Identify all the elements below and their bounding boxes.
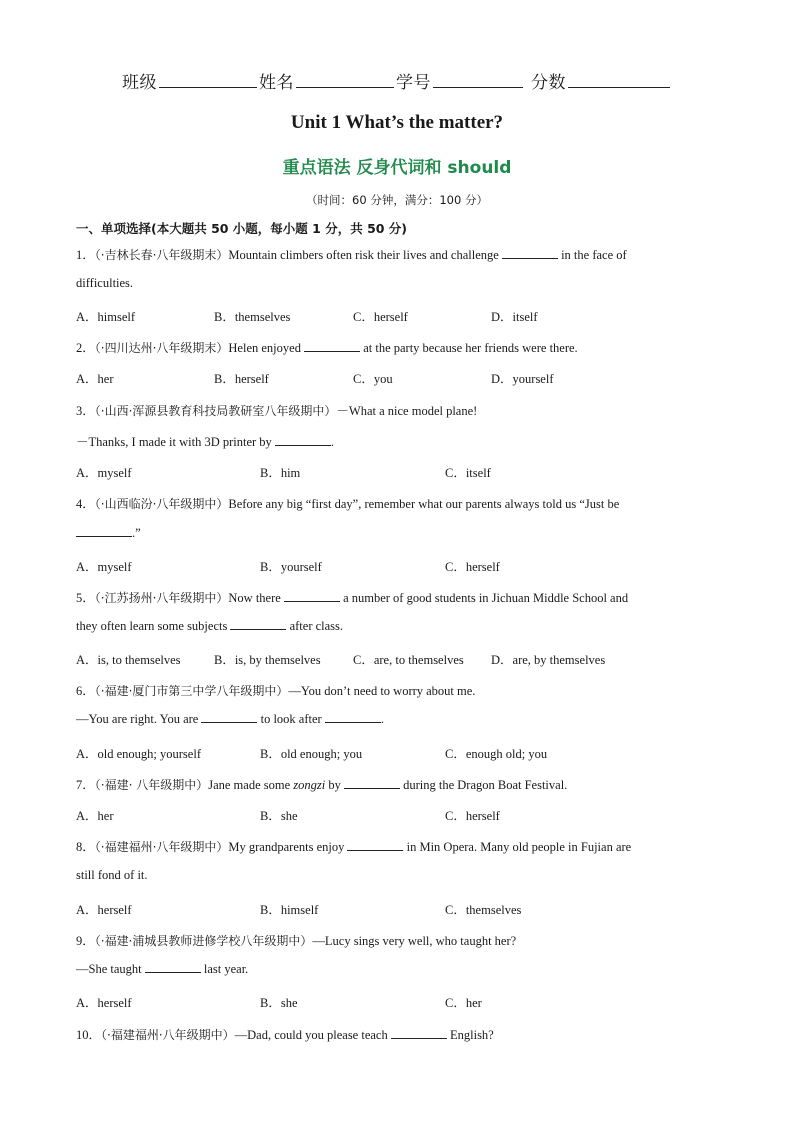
class-label: 班级 [122,73,158,93]
answer-blank[interactable] [275,435,331,446]
answer-blank[interactable] [230,619,286,630]
question-text: －Thanks, I made it with 3D printer by [76,435,272,449]
question-5 [76,588,628,606]
question-text: —You are right. You are [76,712,199,726]
question-text: .” [132,526,141,540]
option-b[interactable]: B．themselves [214,310,291,324]
page-subtitle: 重点语法 反身代词和 should [282,158,512,178]
answer-blank[interactable] [284,591,340,602]
answer-blank[interactable] [391,1028,447,1039]
answer-blank[interactable] [201,712,257,723]
answer-blank[interactable] [502,248,558,259]
question-source: （·江苏扬州·八年级期中） [94,591,229,605]
question-1-line-2: difficulties. [76,276,134,290]
question-text: by [328,778,341,792]
question-text: last year. [203,962,249,976]
option-c[interactable]: C．are, to themselves [353,653,464,667]
question-number: 1． [76,248,95,262]
option-a[interactable]: A．herself [76,903,132,917]
question-text: . [380,712,384,726]
question-text: —She taught [76,962,142,976]
answer-blank[interactable] [304,341,360,352]
option-c[interactable]: C．herself [445,809,500,823]
option-d[interactable]: D．are, by themselves [491,653,606,667]
question-10 [76,1025,494,1043]
question-3-line-2 [76,432,334,450]
question-source: （·山西·浑源县教育科技局教研室八年级期中） [94,404,337,418]
question-source: （·四川达州·八年级期末） [94,341,229,355]
question-text: in Min Opera. Many old people in Fujian are [406,840,632,854]
question-source: （·福建·浦城县教师进修学校八年级期中） [94,934,313,948]
question-7 [76,775,567,793]
question-text: to look after [260,712,322,726]
question-2 [76,338,578,356]
question-number: 6． [76,684,95,698]
option-c[interactable]: C．herself [353,310,408,324]
question-number: 8． [76,840,95,854]
question-text: －What a nice model plane! [336,404,478,418]
question-text: Jane made some [208,778,291,792]
option-a[interactable]: A．himself [76,310,136,324]
id-blank[interactable] [433,71,523,88]
option-a[interactable]: A．her [76,372,114,386]
question-text: Now there [228,591,281,605]
question-source: （·吉林长春·八年级期末） [94,248,229,262]
option-b[interactable]: B．herself [214,372,269,386]
question-number: 10． [76,1028,102,1042]
option-c[interactable]: C．her [445,996,482,1010]
option-b[interactable]: B．himself [260,903,319,917]
question-text: —Dad, could you please teach [234,1028,388,1042]
question-4-line-2 [76,526,141,541]
option-a[interactable]: A．is, to themselves [76,653,181,667]
question-number: 2． [76,341,95,355]
question-text: a number of good students in Jichuan Middle School and [343,591,629,605]
option-a[interactable]: A．herself [76,996,132,1010]
question-5-line-2 [76,619,343,634]
question-number: 9． [76,934,95,948]
option-a[interactable]: A．her [76,809,114,823]
answer-blank[interactable] [347,840,403,851]
question-6 [76,681,475,699]
option-d[interactable]: D．yourself [491,372,554,386]
option-b[interactable]: B．yourself [260,560,322,574]
question-text: . [330,435,335,449]
question-4 [76,494,619,512]
question-text: My grandparents enjoy [228,840,345,854]
class-blank[interactable] [159,71,257,88]
option-a[interactable]: A．myself [76,466,132,480]
question-6-line-2 [76,712,384,727]
question-text: —Lucy sings very well, who taught her? [312,934,517,948]
question-number: 3． [76,404,95,418]
option-b[interactable]: B．she [260,996,298,1010]
option-b[interactable]: B．is, by themselves [214,653,321,667]
question-number: 5． [76,591,95,605]
name-label: 姓名 [259,73,295,93]
question-text: Mountain climbers often risk their lives and challenge [228,248,499,262]
section-heading: 一、单项选择(本大题共 50 小题，每小题 1 分，共 50 分) [76,221,408,236]
question-text: —You don’t need to worry about me. [288,684,476,698]
question-3 [76,401,477,419]
question-8 [76,837,631,855]
option-b[interactable]: B．old enough; you [260,747,363,761]
question-text: Helen enjoyed [228,341,301,355]
question-9-line-2 [76,962,248,977]
answer-blank[interactable] [145,962,201,973]
answer-blank[interactable] [344,778,400,789]
question-source: （·福建福州·八年级期中） [101,1028,235,1042]
id-label: 学号 [396,73,432,93]
question-text: after class. [289,619,344,633]
score-label: 分数 [530,73,566,93]
option-c[interactable]: C．themselves [445,903,522,917]
question-text: during the Dragon Boat Festival. [403,778,568,792]
question-text: English? [449,1028,494,1042]
question-source: （·福建·厦门市第三中学八年级期中） [94,684,289,698]
option-c[interactable]: C．itself [445,466,491,480]
question-text: they often learn some subjects [76,619,228,633]
question-number: 7． [76,778,95,792]
option-d[interactable]: D．itself [491,310,538,324]
question-1 [76,245,627,263]
exam-meta: （时间：60 分钟，满分：100 分） [306,193,488,207]
page-title: Unit 1 What’s the matter? [290,112,504,133]
question-text-italic: zongzi [293,778,326,792]
option-a[interactable]: A．old enough; yourself [76,747,201,761]
option-b[interactable]: B．him [260,466,301,480]
question-number: 4． [76,497,95,511]
question-text: Before any big “first day”, remember what our parents always told us “Just be [228,497,620,511]
question-source: （·山西临汾·八年级期中） [94,497,229,511]
question-source: （·福建福州·八年级期中） [94,840,229,854]
question-9 [76,931,516,949]
question-text: at the party because her friends were there. [363,341,578,355]
option-b[interactable]: B．she [260,809,298,823]
option-c[interactable]: C．herself [445,560,500,574]
student-info-line [0,68,794,93]
option-c[interactable]: C．enough old; you [445,747,548,761]
answer-blank[interactable] [325,712,381,723]
name-blank[interactable] [296,71,394,88]
option-a[interactable]: A．myself [76,560,132,574]
option-c[interactable]: C．you [353,372,393,386]
question-text: in the face of [561,248,627,262]
score-blank[interactable] [568,71,670,88]
answer-blank[interactable] [76,526,132,537]
question-source: （·福建· 八年级期中） [94,778,209,792]
question-8-line-2: still fond of it. [76,868,148,882]
